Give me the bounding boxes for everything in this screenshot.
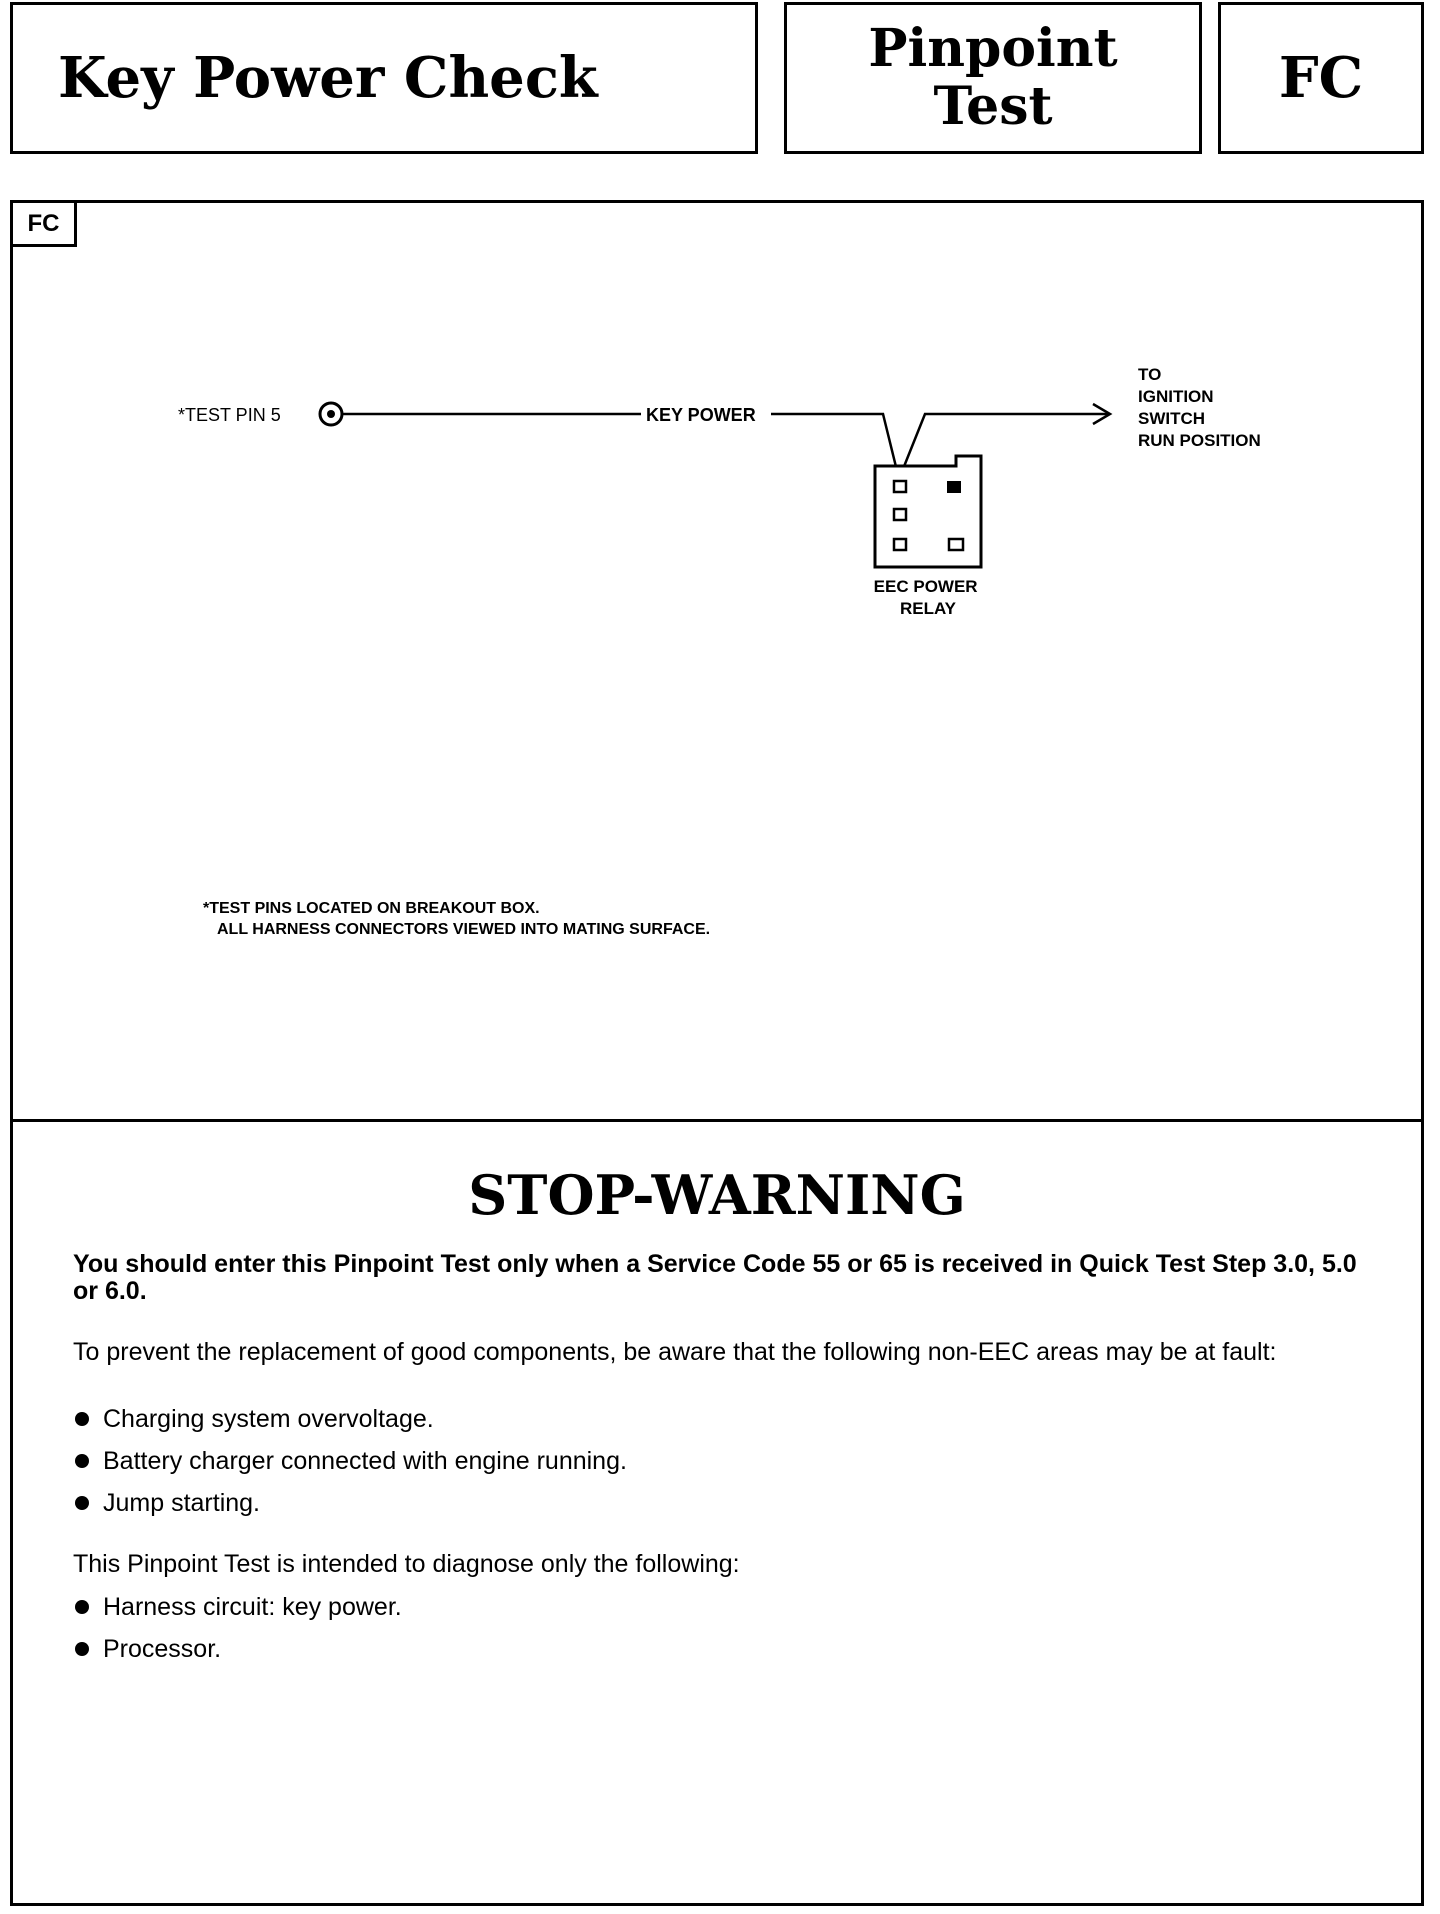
test-code: FC	[1278, 45, 1364, 111]
destination-line-4: RUN POSITION	[1138, 431, 1261, 450]
section-tag: FC	[13, 203, 77, 247]
destination-line-1: TO	[1138, 365, 1162, 384]
pinpoint-test-box	[784, 2, 1202, 154]
list-item	[73, 1447, 627, 1489]
diagnose-list	[73, 1593, 402, 1677]
relay-label-line-1: EEC POWER	[873, 577, 978, 596]
list-item	[73, 1635, 402, 1677]
fault-area-text: Jump starting.	[103, 1489, 261, 1517]
diagnose-intro: This Pinpoint Test is intended to diagnose only the following:	[73, 1550, 740, 1578]
relay-connector-icon	[875, 456, 981, 567]
bullet-icon	[75, 1642, 89, 1656]
list-item	[73, 1593, 402, 1635]
test-type-label: Pinpoint Test	[868, 18, 1118, 137]
diagram-note	[203, 900, 710, 938]
test-code-box	[1218, 2, 1424, 154]
prevent-intro: To prevent the replacement of good components, be aware that the following non-EEC areas may be at fault:	[73, 1338, 1277, 1366]
diagnose-item-text: Harness circuit: key power.	[103, 1593, 402, 1621]
bullet-icon	[75, 1454, 89, 1468]
destination-line-3: SWITCH	[1138, 409, 1206, 428]
bullet-icon	[75, 1600, 89, 1614]
fault-areas-list	[73, 1405, 627, 1531]
title-box	[10, 2, 758, 154]
page-title: Key Power Check	[58, 45, 598, 111]
bullet-icon	[75, 1496, 89, 1510]
warning-title: STOP-WARNING	[468, 1163, 966, 1227]
destination-line-2: IGNITION	[1138, 387, 1214, 406]
relay-label	[874, 577, 983, 618]
section-divider	[13, 1119, 1421, 1122]
entry-condition: You should enter this Pinpoint Test only when a Service Code 55 or 65 is received in Quick Test Step 3.0, 5.0 or 6.0.	[73, 1250, 1357, 1305]
fault-area-text: Charging system overvoltage.	[103, 1405, 434, 1433]
destination-label	[1138, 365, 1261, 450]
list-item	[73, 1489, 627, 1531]
note-line-2: ALL HARNESS CONNECTORS VIEWED INTO MATING SURFACE.	[217, 921, 711, 938]
diagnose-item-text: Processor.	[103, 1635, 222, 1663]
test-pin-label: *TEST PIN 5	[178, 405, 281, 425]
note-line-1: *TEST PINS LOCATED ON BREAKOUT BOX.	[203, 900, 540, 917]
wire-label: KEY POWER	[646, 405, 756, 425]
relay-label-line-2: RELAY	[899, 599, 957, 618]
fault-area-text: Battery charger connected with engine running.	[103, 1447, 627, 1475]
bullet-icon	[75, 1412, 89, 1426]
list-item	[73, 1405, 627, 1447]
wiring-diagram	[13, 203, 1421, 1117]
main-panel	[10, 200, 1424, 1906]
test-pin-icon	[320, 403, 342, 425]
